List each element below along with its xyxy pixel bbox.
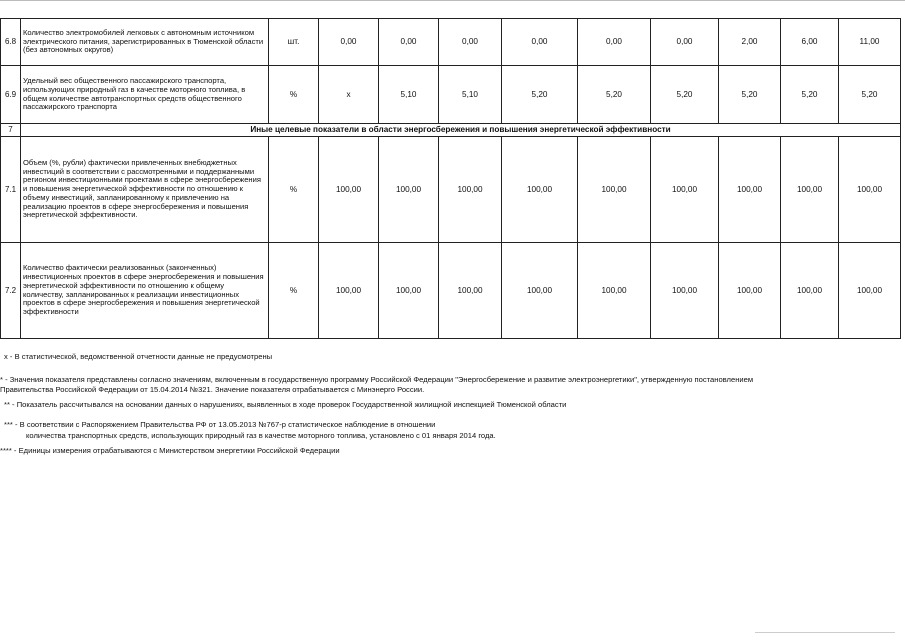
value-cell: 100,00 [651,137,719,243]
footnote-text: Правительства Российской Федерации от 15.04.2014 №321. Значение показателя отрабатывается с Минэнерго России. [0,385,425,394]
value-cell: 100,00 [379,243,439,339]
value-cell: 100,00 [781,243,839,339]
row-number: 6.9 [1,66,21,124]
table-row [1,243,901,339]
footnote-text: Показатель рассчитывался на основании данных о нарушениях, выявленных в ходе проверок Государственной жилищной инспекцией Тюменской области [16,400,567,409]
value-cell: 100,00 [439,243,502,339]
footnote-mark: **** - [0,446,17,455]
value-cell: 0,00 [439,19,502,66]
row-number: 7.1 [1,137,21,243]
value-cell: 5,20 [839,66,901,124]
footnote [4,352,272,362]
footnote [4,420,435,430]
value-cell: 5,20 [719,66,781,124]
row-number: 7.2 [1,243,21,339]
value-cell: 5,20 [651,66,719,124]
unit-cell: % [269,243,319,339]
footnote-mark: x - [4,352,13,361]
footnote-text: Значения показателя представлены согласно значениям, включенным в государственную программу Российской Федерации "Энергосбережение и развитие электроэнергетики", утвержденную постановлением [9,375,754,384]
value-cell: 100,00 [578,137,651,243]
section-row [1,124,901,137]
value-cell: 100,00 [319,137,379,243]
section-title: Иные целевые показатели в области энергосбережения и повышения энергетической эффективности [21,124,901,137]
footnote [0,446,340,456]
footnote-continuation [0,385,424,395]
value-cell: 5,20 [781,66,839,124]
table-row [1,66,901,124]
value-cell: 2,00 [719,19,781,66]
table-row [1,137,901,243]
indicator-description: Количество фактически реализованных (законченных) инвестиционных проектов в сфере энергосбережения и повышения энергетической эффективности по отношению к общему количеству, запланированных к реализации инвестиционных проектов в сфере энергосбережения и повышения энергетической эффективности [21,243,269,339]
footnote-mark: * - [0,375,8,384]
indicator-description: Количество электромобилей легковых с автономным источником электрического питания, зарегистрированных в Тюменской области (без автономных округов) [21,19,269,66]
footnote-mark: *** - [4,420,18,429]
value-cell: 100,00 [439,137,502,243]
unit-cell: шт. [269,19,319,66]
value-cell: 5,20 [578,66,651,124]
indicators-table [0,18,901,339]
unit-cell: % [269,66,319,124]
value-cell: 0,00 [578,19,651,66]
value-cell: 100,00 [839,137,901,243]
value-cell: 100,00 [781,137,839,243]
value-cell: 0,00 [502,19,578,66]
value-cell: 100,00 [502,243,578,339]
footnote-mark: ** - [4,400,15,409]
footnote-text: количества транспортных средств, использующих природный газ в качестве моторного топлива, установлено с 01 января 2014 года. [26,431,496,440]
footnote [0,375,753,385]
value-cell: 100,00 [578,243,651,339]
indicator-description: Удельный вес общественного пассажирского транспорта, использующих природный газ в качестве моторного топлива, в общем количестве автотранспортных средств общественного пассажирского транспорта [21,66,269,124]
value-cell: 0,00 [651,19,719,66]
top-edge-line [0,0,905,3]
value-cell: 5,10 [379,66,439,124]
value-cell: x [319,66,379,124]
scan-edge-line [755,632,895,634]
value-cell: 11,00 [839,19,901,66]
value-cell: 0,00 [319,19,379,66]
value-cell: 100,00 [839,243,901,339]
indicator-description: Объем (%, рубли) фактически привлеченных внебюджетных инвестиций в соответствии с рассмотренными и поддержанными регионом инвестиционными проектами в сфере энергосбережения и повышения энергетической эффективности по отношению к объему инвестиций, запланированному к привлечению на реализацию проектов в сфере энергосбережения и повышения энергетической эффективности. [21,137,269,243]
row-number: 6.8 [1,19,21,66]
value-cell: 100,00 [502,137,578,243]
value-cell: 100,00 [651,243,719,339]
footnote-continuation [26,431,496,441]
value-cell: 100,00 [319,243,379,339]
value-cell: 0,00 [379,19,439,66]
value-cell: 5,20 [502,66,578,124]
footnote-text: В соответствии с Распоряжением Правительства РФ от 13.05.2013 №767-р статистическое наблюдение в отношении [19,420,436,429]
value-cell: 100,00 [719,243,781,339]
value-cell: 5,10 [439,66,502,124]
row-number: 7 [1,124,21,137]
unit-cell: % [269,137,319,243]
table-row [1,19,901,66]
value-cell: 100,00 [719,137,781,243]
footnote-text: Единицы измерения отрабатываются с Министерством энергетики Российской Федерации [18,446,340,455]
value-cell: 6,00 [781,19,839,66]
value-cell: 100,00 [379,137,439,243]
footnote-text: В статистической, ведомственной отчетности данные не предусмотрены [14,352,273,361]
footnote [4,400,566,410]
